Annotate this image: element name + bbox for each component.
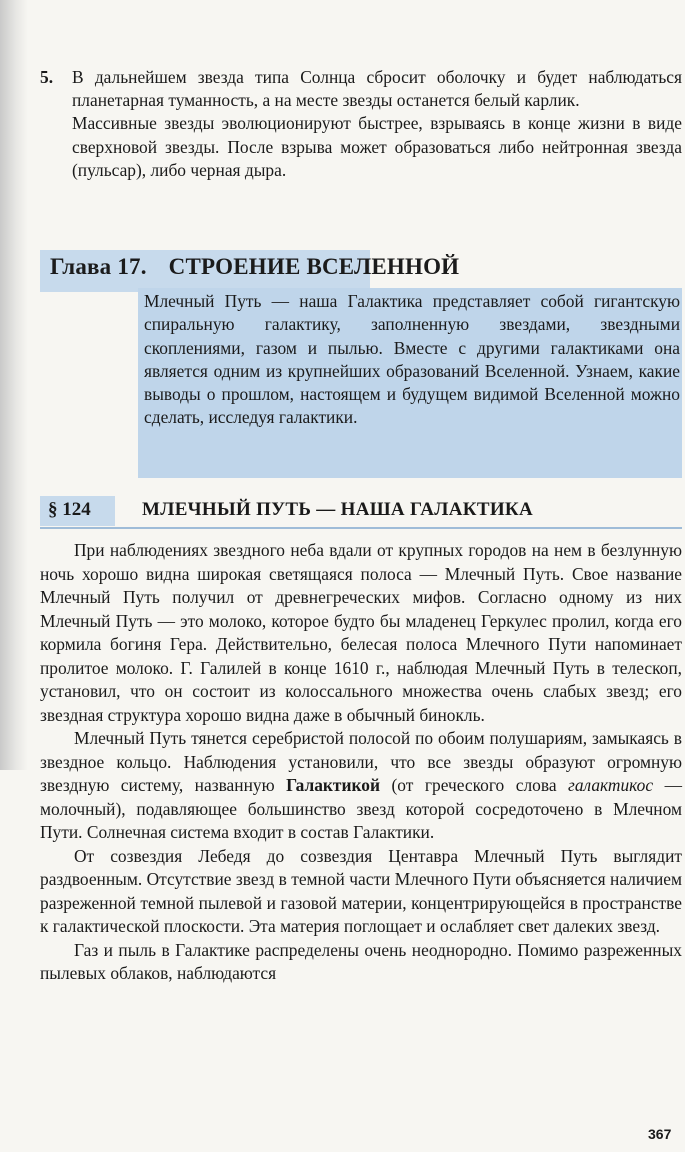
chapter-title: СТРОЕНИЕ ВСЕЛЕННОЙ [168,254,460,279]
section-number: § 124 [48,499,91,520]
list-item-5 [40,66,682,182]
chapter-intro-text: Млечный Путь — наша Галактика представляет собой гигантскую спиральную галактику, заполненную звездами, звездными скоплениями, газом и пылью. Вместе с другими галактиками она является одним из крупнейших образований Вселенной. Узнаем, какие выводы о прошлом, настоящем и будущем видимой Вселенной можно сделать, исследуя галактики. [144,291,680,428]
body-paragraph-2-part-a: Млечный Путь тянется серебристой полосой по обоим полушариям, замыкаясь в звездное кольцо. Наблюдения установили, что все звезды образуют огромную звездную систему, названную [40,728,682,795]
list-item-text [72,66,682,182]
chapter-heading [50,254,459,280]
body-paragraph-2-part-c: — молочный), подавляющее большинство звезд которой сосредоточено в Млечном Пути. Солнечная система входит в состав Галактики. [40,775,682,842]
chapter-label: Глава 17. [50,254,147,279]
list-item-paragraph-2: Массивные звезды эволюционируют быстрее, взрываясь в конце жизни в виде сверхновой звезды. После взрыва может образоваться либо нейтронная звезда (пульсар), либо черная дыра. [72,113,682,180]
body-paragraph-1: При наблюдениях звездного неба вдали от крупных городов на нем в безлунную ночь хорошо видна широкая светящаяся полоса — Млечный Путь. Свое название Млечный Путь получил от древнегреческих мифов. Согласно одному из них Млечный Путь — это молоко, которое будто бы младенец Геркулес пролил, когда его кормила богиня Гера. Действительно, белесая полоса Млечного Пути напоминает пролитое молоко. Г. Галилей в конце 1610 г., наблюдая Млечный Путь в телескоп, установил, что он состоит из колоссального множества очень слабых звезд; его звездная структура хорошо видна даже в обычный бинокль. [40,540,682,725]
section-body [40,539,682,986]
body-paragraph-4: Газ и пыль в Галактике распределены очень неоднородно. Помимо разреженных пылевых облаков, наблюдаются [40,939,682,983]
page-number: 367 [648,1126,672,1142]
list-item-paragraph-1: В дальнейшем звезда типа Солнца сбросит оболочку и будет наблюдаться планетарная туманность, а на месте звезды останется белый карлик. [72,67,682,111]
page-binding-shadow [0,0,28,770]
galaxy-term: Галактикой [286,775,381,795]
body-paragraph-3: От созвездия Лебедя до созвездия Центавра Млечный Путь выглядит раздвоенным. Отсутствие звезд в темной части Млечного Пути объясняется наличием разреженной темной пылевой и газовой материи, концентрирующейся в пространстве к галактической плоскости. Эта материя поглощает и ослабляет свет далеких звезд. [40,845,682,936]
body-paragraph-2-part-b: (от греческого слова [391,775,557,795]
section-divider [40,527,682,529]
section-title: МЛЕЧНЫЙ ПУТЬ — НАША ГАЛАКТИКА [142,499,534,520]
body-paragraph-2 [40,727,682,845]
greek-word: галактикос [568,775,654,795]
list-item-number: 5. [40,67,54,87]
